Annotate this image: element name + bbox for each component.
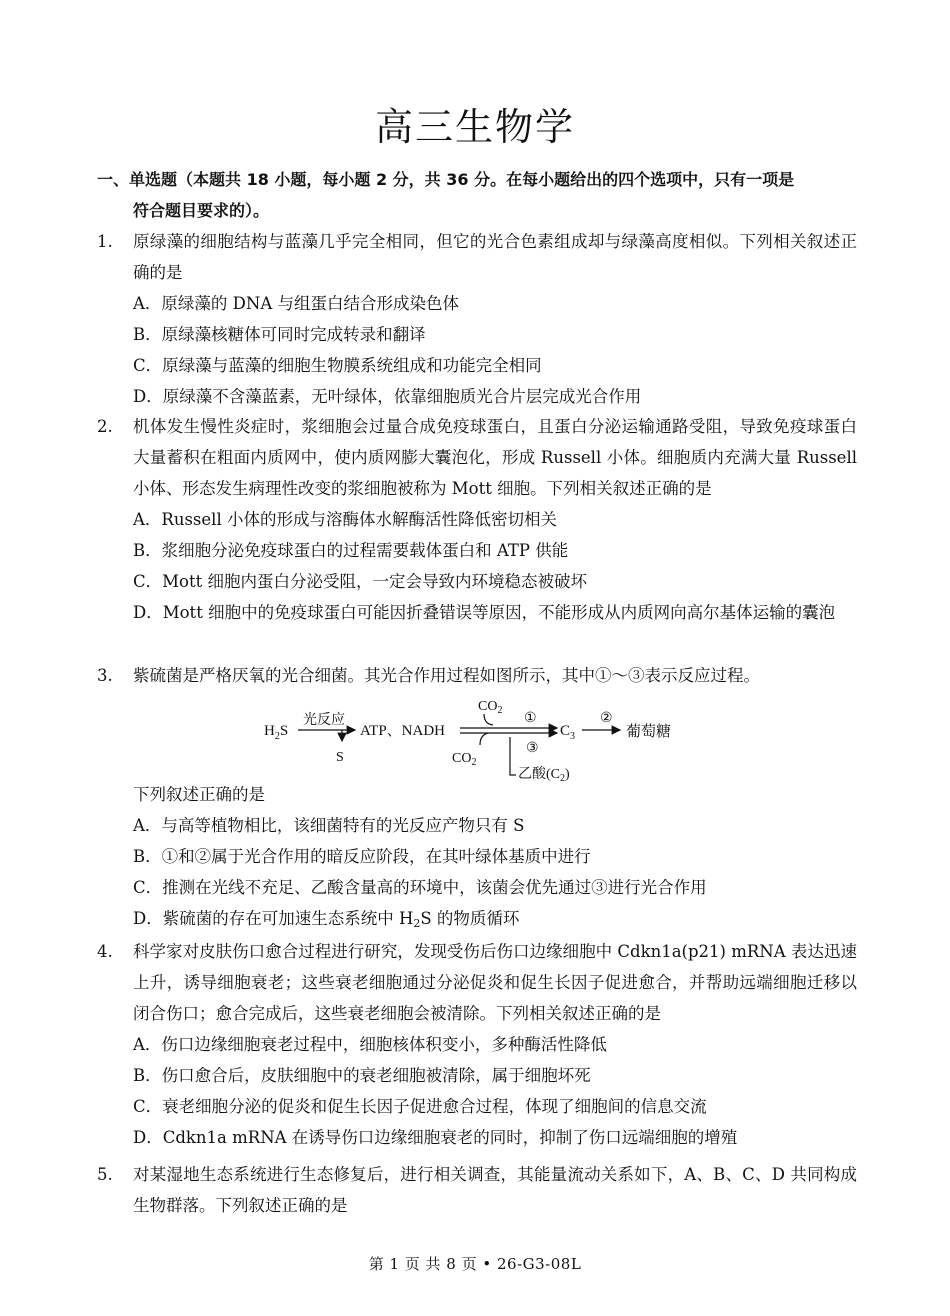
- question-number: 4.: [97, 942, 113, 961]
- co2-top-label: $CO_2$: [478, 699, 503, 716]
- option-d: D．原绿藻不含藻蓝素，无叶绿体，依靠细胞质光合片层完成光合作用: [133, 387, 642, 406]
- question-4: [97, 936, 857, 1153]
- co2-in-arrow: [484, 714, 493, 725]
- option-b: B．①和②属于光合作用的暗反应阶段，在其叶绿体基质中进行: [133, 847, 591, 866]
- question-5: [97, 1159, 857, 1221]
- question-stem: 机体发生慢性炎症时，浆细胞会过量合成免疫球蛋白，且蛋白分泌运输通路受阻，导致免疫球蛋白大量蓄积在粗面内质网中，使内质网膨大囊泡化，形成 Russell 小体。细胞质内充满大量 Russell 小体、形态发生病理性改变的浆细胞被称为 Mott 细胞。下列相关叙述正确的是: [133, 417, 857, 498]
- atp-nadh-label: ATP、NADH: [360, 723, 446, 739]
- question-stem: 原绿藻的细胞结构与蓝藻几乎完全相同，但它的光合色素组成却与绿藻高度相似。下列相关叙述正确的是: [133, 232, 857, 282]
- question-number: 1.: [97, 232, 113, 251]
- co2-out-arrow: [480, 733, 488, 745]
- option-c: C．原绿藻与蓝藻的细胞生物膜系统组成和功能完全相同: [133, 356, 542, 375]
- acetic-acid-label: 乙酸$(C_2)$: [518, 767, 570, 783]
- section-label: 一、单选题（本题共 18 小题，每小题 2 分，共 36 分。在每小题给出的四个选项中，只有一项是: [97, 170, 795, 189]
- question-3-options: [97, 779, 857, 939]
- question-number: 3.: [97, 666, 113, 685]
- question-stem: 对某湿地生态系统进行生态修复后，进行相关调查，其能量流动关系如下，A、B、C、D 共同构成生物群落。下列叙述正确的是: [133, 1165, 857, 1215]
- option-c: C．Mott 细胞内蛋白分泌受阻，一定会导致内环境稳态被破坏: [133, 572, 587, 591]
- option-d: D．紫硫菌的存在可加速生态系统中 $H_2S$ 的物质循环: [133, 909, 520, 930]
- co2-bottom-label: $CO_2$: [452, 751, 477, 768]
- h2s-label: $H_2S$: [264, 723, 289, 742]
- question-3: [97, 660, 857, 691]
- option-a: A．Russell 小体的形成与溶酶体水解酶活性降低密切相关: [133, 510, 557, 529]
- question-stem-2: 下列叙述正确的是: [133, 785, 265, 804]
- option-d: D．Mott 细胞中的免疫球蛋白可能因折叠错误等原因，不能形成从内质网向高尔基体运输的囊泡: [133, 603, 836, 622]
- option-c: C．推测在光线不充足、乙酸含量高的环境中，该菌会优先通过③进行光合作用: [133, 878, 707, 897]
- option-b: B．伤口愈合后，皮肤细胞中的衰老细胞被清除，属于细胞坏死: [133, 1066, 591, 1085]
- question-number: 5.: [97, 1165, 113, 1184]
- option-b: B．原绿藻核糖体可同时完成转录和翻译: [133, 325, 426, 344]
- question-number: 2.: [97, 417, 113, 436]
- step3-label: ③: [526, 741, 539, 756]
- s-product-label: S: [336, 750, 344, 765]
- page-footer: 第 1 页 共 8 页 • 26-G3-08L: [368, 1255, 582, 1273]
- option-a: A．与高等植物相比，该细菌特有的光反应产物只有 S: [133, 816, 525, 835]
- option-a: A．伤口边缘细胞衰老过程中，细胞核体积变小，多种酶活性降低: [133, 1035, 607, 1054]
- option-a: A．原绿藻的 DNA 与组蛋白结合形成染色体: [133, 294, 459, 313]
- glucose-label: 葡萄糖: [626, 724, 672, 740]
- option-c: C．衰老细胞分泌的促炎和促生长因子促进愈合过程，体现了细胞间的信息交流: [133, 1097, 707, 1116]
- c3-label: $C_3$: [560, 723, 576, 742]
- question-stem: 紫硫菌是严格厌氧的光合细菌。其光合作用过程如图所示，其中①～③表示反应过程。: [133, 666, 760, 685]
- question-2: [97, 411, 857, 628]
- step1-label: ①: [524, 711, 537, 726]
- section-label-cont: 符合题目要求的）。: [133, 201, 270, 220]
- acetic-input-line: [510, 737, 516, 775]
- step2-label: ②: [600, 711, 613, 726]
- photosynthesis-diagram: [262, 697, 692, 783]
- option-b: B．浆细胞分泌免疫球蛋白的过程需要载体蛋白和 ATP 供能: [133, 541, 569, 560]
- page-title: 高三生物学: [374, 105, 575, 149]
- question-stem: 科学家对皮肤伤口愈合过程进行研究，发现受伤后伤口边缘细胞中 Cdkn1a(p21) mRNA 表达迅速上升，诱导细胞衰老；这些衰老细胞通过分泌促炎和促生长因子促进愈合，并帮助远端细胞迁移以闭合伤口；愈合完成后，这些衰老细胞会被清除。下列相关叙述正确的是: [133, 942, 857, 1023]
- section-header: [97, 164, 857, 226]
- light-reaction-label: 光反应: [303, 713, 345, 728]
- option-d: D．Cdkn1a mRNA 在诱导伤口边缘细胞衰老的同时，抑制了伤口远端细胞的增殖: [133, 1128, 738, 1147]
- question-1: [97, 226, 857, 412]
